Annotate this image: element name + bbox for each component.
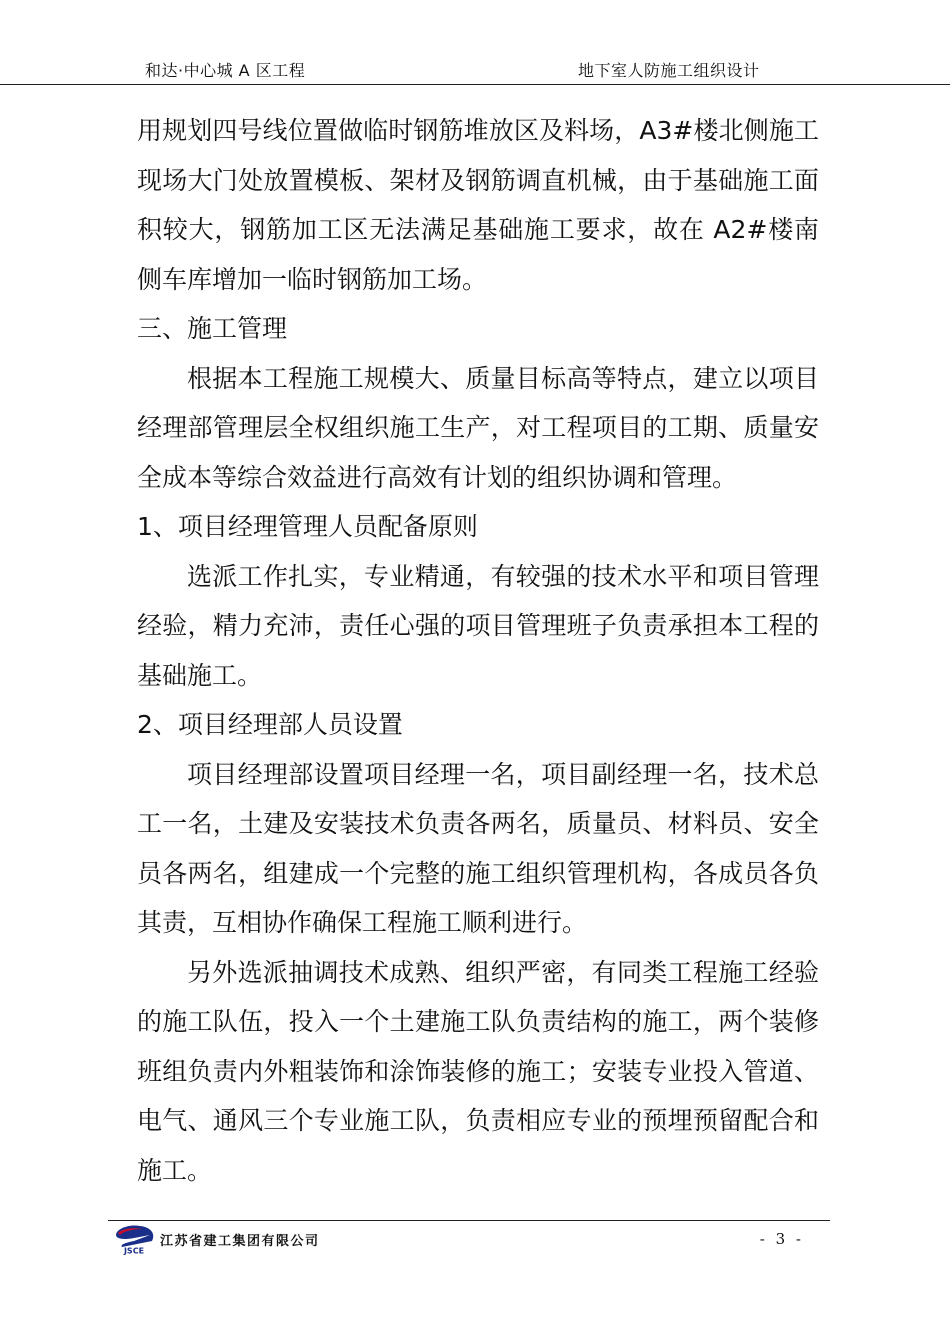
company-logo — [110, 1223, 158, 1255]
paragraph-staffing-principle: 选派工作扎实，专业精通，有较强的技术水平和项目管理经验，精力充沛，责任心强的项目管理班子负责承担本工程的基础施工。 — [137, 561, 819, 690]
header-document-title: 地下室人防施工组织设计 — [578, 61, 760, 80]
subheading-staffing-principle: 1、项目经理管理人员配备原则 — [137, 512, 478, 541]
logo-text: JSCE — [123, 1246, 145, 1255]
document-body — [137, 106, 819, 1195]
section-heading-management: 三、施工管理 — [137, 314, 288, 343]
paragraph-construction-teams: 另外选派抽调技术成熟、组织严密，有同类工程施工经验的施工队伍，投入一个土建施工队负责结构的施工，两个装修班组负责内外粗装饰和涂饰装修的施工；安装专业投入管道、电气、通风三个专业施工队，负责相应专业的预埋预留配合和施工。 — [137, 957, 819, 1185]
subheading-staff-setup: 2、项目经理部人员设置 — [137, 710, 403, 739]
header-project-name: 和达·中心城 A 区工程 — [145, 61, 306, 80]
page-number: - 3 - — [759, 1230, 804, 1248]
paragraph-management-intro: 根据本工程施工规模大、质量目标高等特点，建立以项目经理部管理层全权组织施工生产，对工程项目的工期、质量安全成本等综合效益进行高效有计划的组织协调和管理。 — [137, 363, 819, 492]
page-header — [0, 52, 950, 85]
paragraph-staff-setup: 项目经理部设置项目经理一名，项目副经理一名，技术总工一名，土建及安装技术负责各两名，质量员、材料员、安全员各两名，组建成一个完整的施工组织管理机构，各成员各负其责，互相协作确保工程施工顺利进行。 — [137, 759, 819, 937]
page-footer — [108, 1220, 830, 1255]
company-name: 江苏省建工集团有限公司 — [160, 1234, 320, 1249]
paragraph-continuation: 用规划四号线位置做临时钢筋堆放区及料场，A3#楼北侧施工现场大门处放置模板、架材及钢筋调直机械，由于基础施工面积较大，钢筋加工区无法满足基础施工要求，故在 A2#楼南侧车库增加一临时钢筋加工场。 — [137, 116, 819, 294]
